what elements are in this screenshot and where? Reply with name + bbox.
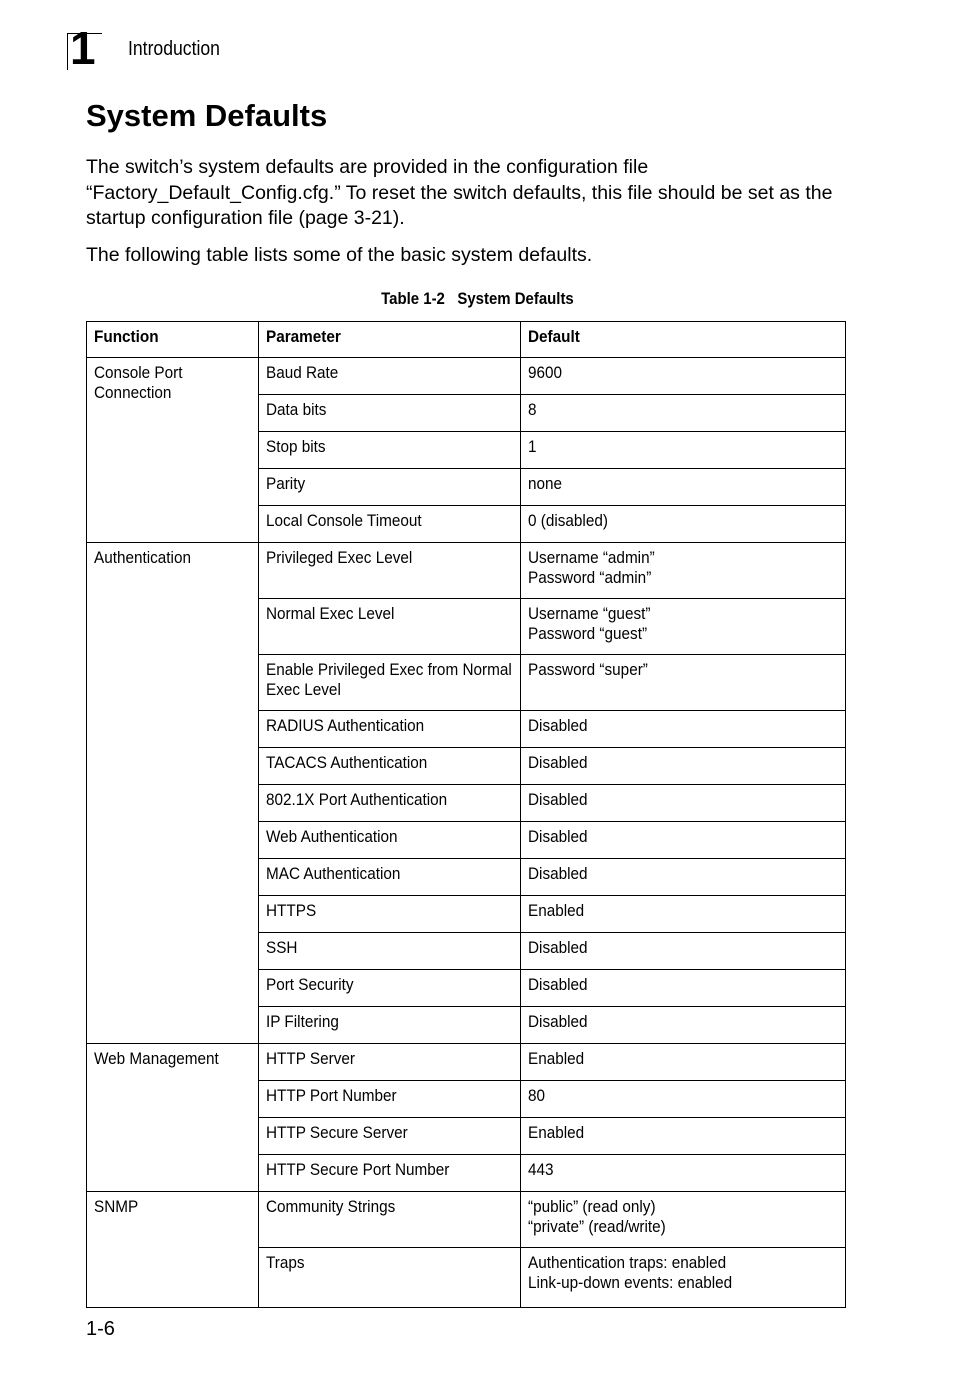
default-cell: Disabled (520, 859, 845, 896)
default-cell: 9600 (520, 358, 845, 395)
table-caption-text: Table 1-2 System Defaults (380, 289, 574, 308)
default-cell: Disabled (520, 822, 845, 859)
default-cell: Username “admin” Password “admin” (520, 543, 845, 599)
parameter-cell: MAC Authentication (259, 859, 520, 896)
default-cell: 1 (520, 432, 845, 469)
header-default: Default (520, 322, 845, 358)
parameter-cell: Data bits (259, 395, 520, 432)
default-cell: 0 (disabled) (520, 506, 845, 543)
function-cell: Console Port Connection (87, 358, 259, 543)
default-cell: Authentication traps: enabled Link-up-down events: enabled (520, 1248, 845, 1308)
parameter-cell: Parity (259, 469, 520, 506)
default-cell: Disabled (520, 970, 845, 1007)
default-cell: Disabled (520, 1007, 845, 1044)
default-cell: “public” (read only) “private” (read/write) (520, 1192, 845, 1248)
parameter-cell: Web Authentication (259, 822, 520, 859)
running-header: Introduction (128, 38, 220, 60)
table-header-row (87, 322, 846, 358)
parameter-cell: Enable Privileged Exec from Normal Exec Level (259, 655, 520, 711)
default-cell: 80 (520, 1081, 845, 1118)
function-cell: Web Management (87, 1044, 259, 1192)
intro-paragraph: The switch’s system defaults are provided in the configuration file “Factory_Default_Config.cfg.” To reset the switch defaults, this file should be set as the startup configuration file (page 3-21). (86, 156, 833, 229)
parameter-cell: Community Strings (259, 1192, 520, 1248)
parameter-cell: HTTP Server (259, 1044, 520, 1081)
parameter-cell: HTTP Secure Server (259, 1118, 520, 1155)
parameter-cell: Stop bits (259, 432, 520, 469)
table-row (87, 358, 846, 395)
parameter-cell: Port Security (259, 970, 520, 1007)
function-cell: Authentication (87, 543, 259, 1044)
parameter-cell: Privileged Exec Level (259, 543, 520, 599)
parameter-cell: HTTPS (259, 896, 520, 933)
page-number: 1-6 (86, 1318, 115, 1340)
default-cell: Enabled (520, 896, 845, 933)
table-row (87, 543, 846, 599)
default-cell: Disabled (520, 933, 845, 970)
table-row (87, 1192, 846, 1248)
default-cell: Disabled (520, 711, 845, 748)
parameter-cell: IP Filtering (259, 1007, 520, 1044)
parameter-cell: HTTP Port Number (259, 1081, 520, 1118)
parameter-cell: Traps (259, 1248, 520, 1308)
header-parameter: Parameter (259, 322, 520, 358)
table-body (87, 358, 846, 1308)
table-intro-paragraph: The following table lists some of the basic system defaults. (86, 244, 593, 266)
chapter-number: 1 (70, 22, 94, 74)
default-cell: 8 (520, 395, 845, 432)
parameter-cell: HTTP Secure Port Number (259, 1155, 520, 1192)
parameter-cell: TACACS Authentication (259, 748, 520, 785)
default-cell: Disabled (520, 785, 845, 822)
parameter-cell: Baud Rate (259, 358, 520, 395)
table-caption (0, 289, 954, 309)
default-cell: none (520, 469, 845, 506)
parameter-cell: 802.1X Port Authentication (259, 785, 520, 822)
table-row (87, 1044, 846, 1081)
default-cell: Enabled (520, 1118, 845, 1155)
parameter-cell: Local Console Timeout (259, 506, 520, 543)
page-title: System Defaults (86, 98, 328, 133)
parameter-cell: RADIUS Authentication (259, 711, 520, 748)
parameter-cell: SSH (259, 933, 520, 970)
default-cell: 443 (520, 1155, 845, 1192)
system-defaults-table (86, 321, 846, 1308)
function-cell: SNMP (87, 1192, 259, 1308)
default-cell: Password “super” (520, 655, 845, 711)
parameter-cell: Normal Exec Level (259, 599, 520, 655)
header-function: Function (87, 322, 259, 358)
default-cell: Enabled (520, 1044, 845, 1081)
default-cell: Username “guest” Password “guest” (520, 599, 845, 655)
default-cell: Disabled (520, 748, 845, 785)
